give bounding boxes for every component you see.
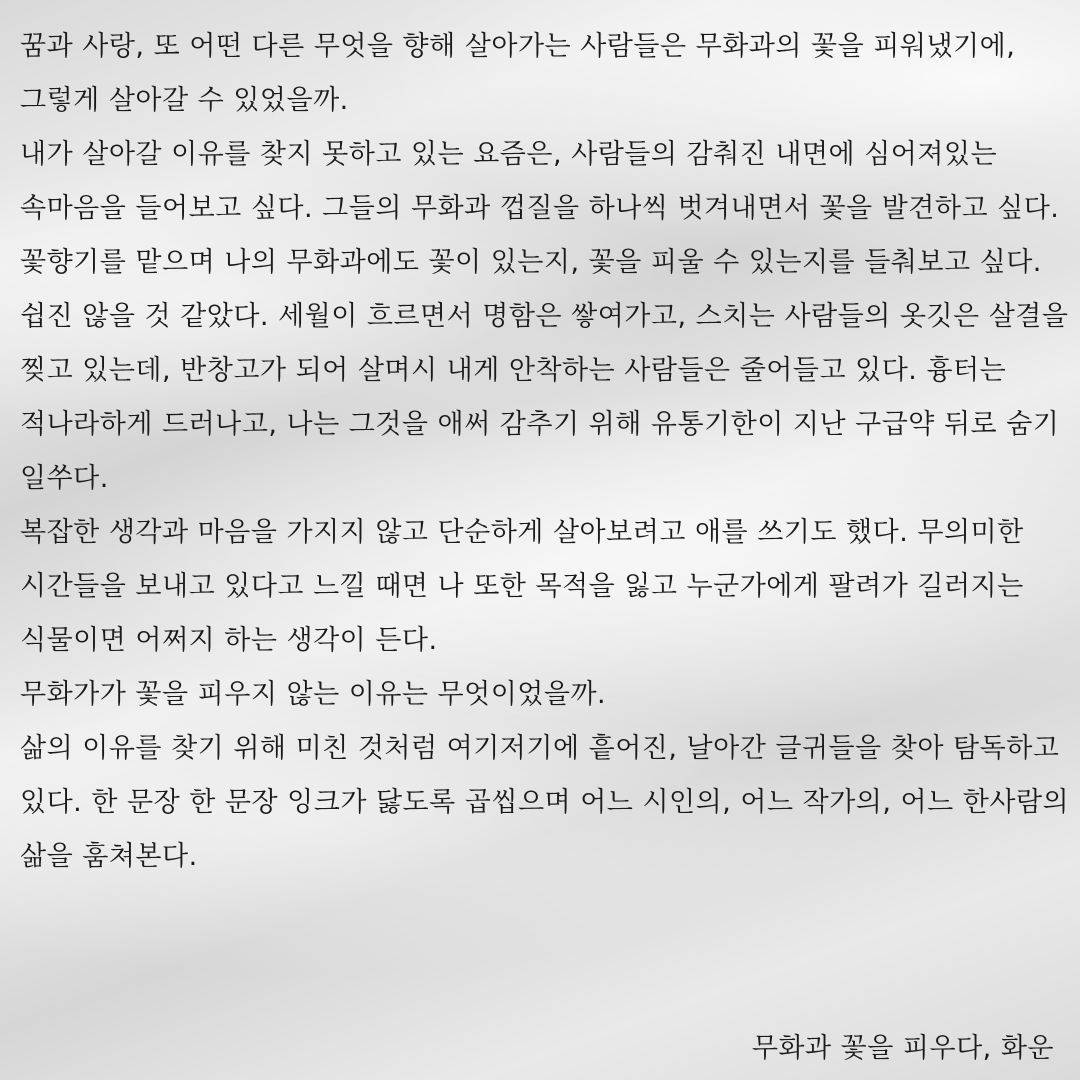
essay-body <box>20 20 1070 884</box>
paragraph-2: 내가 살아갈 이유를 찾지 못하고 있는 요즘은, 사람들의 감춰진 내면에 심어져있는 속마음을 들어보고 싶다. 그들의 무화과 껍질을 하나씩 벗겨내면서 꽃을 발견하고 싶다. 꽃향기를 맡으며 나의 무화과에도 꽃이 있는지, 꽃을 피울 수 있는지를 들춰보고 싶다. <box>20 139 1060 278</box>
paragraph-5: 무화가가 꽃을 피우지 않는 이유는 무엇이었을까. <box>20 679 607 710</box>
paragraph-3: 쉽진 않을 것 같았다. 세월이 흐르면서 명함은 쌓여가고, 스치는 사람들의 옷깃은 살결을 찢고 있는데, 반창고가 되어 살며시 내게 안착하는 사람들은 줄어들고 있다. 흉터는 적나라하게 드러나고, 나는 그것을 애써 감추기 위해 유통기한이 지난 구급약 뒤로 숨기 일쑤다. <box>20 301 1069 494</box>
paragraph-6: 삶의 이유를 찾기 위해 미친 것처럼 여기저기에 흩어진, 날아간 글귀들을 찾아 탐독하고 있다. 한 문장 한 문장 잉크가 닳도록 곱씹으며 어느 시인의, 어느 작가의, 어느 한사람의 삶을 훔쳐본다. <box>20 733 1070 872</box>
signature: 무화과 꽃을 피우다, 화운 <box>751 1033 1054 1064</box>
paragraph-1: 꿈과 사랑, 또 어떤 다른 무엇을 향해 살아가는 사람들은 무화과의 꽃을 피워냈기에, 그렇게 살아갈 수 있었을까. <box>20 31 1016 116</box>
paragraph-4: 복잡한 생각과 마음을 가지지 않고 단순하게 살아보려고 애를 쓰기도 했다. 무의미한 시간들을 보내고 있다고 느낄 때면 나 또한 목적을 잃고 누군가에게 팔려가 길러지는 식물이면 어쩌지 하는 생각이 든다. <box>20 517 1024 656</box>
